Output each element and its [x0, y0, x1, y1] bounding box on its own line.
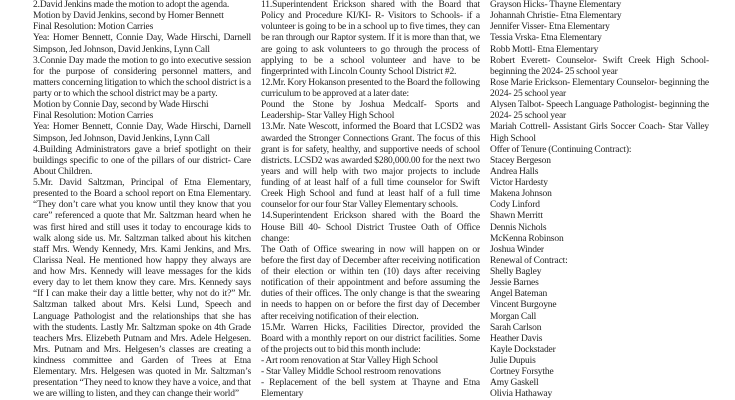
minutes-list-line: Tessia Vrska- Etna Elementary [490, 33, 602, 44]
minutes-paragraph: 3.Connie Day made the motion to go into executive session for the purpose of considering personnel matters, and matters concerning litigation to which the school district is a party or to which the school district may be a party. [33, 55, 251, 99]
text-column-3 [490, 0, 709, 400]
minutes-list-line: Dennis Nichols [490, 222, 547, 233]
minutes-list-line: Makena Johnson [490, 189, 552, 200]
minutes-paragraph: - Replacement of the bell system at Thayne and Etna Elementary [261, 378, 480, 400]
minutes-paragraph: 2.David Jenkins made the motion to adopt the agenda. [33, 0, 230, 10]
minutes-list-line: Mariah Cottrell- Assistant Girls Soccer Coach- Star Valley High School [490, 122, 709, 144]
minutes-list-line: Robb Mottl- Etna Elementary [490, 44, 599, 55]
minutes-list-line: Heather Davis [490, 333, 543, 344]
text-column-2 [261, 0, 480, 400]
minutes-list-line: Shawn Merritt [490, 211, 543, 222]
minutes-list-line: Vincent Burgoyne [490, 300, 557, 311]
minutes-paragraph: - Art room renovation at Star Valley High School [261, 356, 439, 366]
minutes-list-line: Renewal of Contract: [490, 255, 568, 266]
minutes-list-line: Rose Marie Erickson- Elementary Counselor- beginning the 2024- 25 school year [490, 77, 709, 99]
minutes-list-line: Cortney Forsythe [490, 367, 554, 378]
minutes-paragraph: 4.Building Administrators gave a brief spotlight on their buildings specific to one of the pillars of our district- Care About Children. [33, 144, 251, 177]
minutes-list-line: Victor Hardesty [490, 178, 548, 188]
minutes-list-line: Morgan Call [490, 311, 537, 322]
minutes-list-line: Shelly Bagley [490, 267, 542, 277]
minutes-paragraph: Yea: Homer Bennett, Connie Day, Wade Hirschi, Darnell Simpson, Jed Johnson, David Jenkins, Lynn Call [33, 122, 251, 144]
minutes-list-line: Cody Linford [490, 200, 540, 211]
minutes-list-line: Jennifer Visser- Etna Elementary [490, 22, 610, 33]
minutes-paragraph: 14.Superintendent Erickson shared with the Board the House Bill 40- School District Trustee Oath of Office change: [261, 211, 480, 244]
minutes-list-line: Kayle Dockstader [490, 344, 556, 355]
minutes-list-line: Johannah Christie- Etna Elementary [490, 11, 622, 22]
minutes-list-line: Amy Gaskell [490, 378, 539, 389]
minutes-list-line: Julie Dupuis [490, 356, 536, 366]
minutes-paragraph: 13.Mr. Nate Wescott, informed the Board that LCSD2 was awarded the Stronger Connections Grant. The focus of this grant is for safety, healthy, and supportive needs of school districts. LCSD2 was awarded $280,000.00 for the next two years and will help with two major projects to include funding of at least half of a full time counselor for Swift Creek High School and fund at least half of a full time counselor for our four Star Valley Elementary schools. [261, 122, 480, 211]
minutes-list-line: Stacey Bergeson [490, 155, 551, 166]
minutes-paragraph: 12.Mr. Kory Hokanson presented to the Board the following curriculum to be approved at a later date: [261, 77, 480, 99]
minutes-paragraph: 5.Mr. David Saltzman, Principal of Etna Elementary, presented to the Board a school report on Etna Elementary. “They don’t care what you know until they know that you care” referenced a quote that Mr. Saltzman heard when he was first hired and still uses it today to encourage kids to walk along side us. Mr. Saltzman talked about his kitchen staff Mrs. Wendy Kennedy, Mrs. Kami Jenkins, and Mrs. Clarissa Neal. He mentioned how happy they always are and how Mrs. Kennedy will leave messages for the kids every day to let them know they care. Mrs. Kennedy says “If I can make their day a little better, why not do it?” Mr. Saltzman talked about Mrs. Kelsi Lund, Speech and Language Pathologist and the relationships that she has with the students. Lastly Mr. Saltzman spoke on 4th Grade teachers Mrs. Elizebeth Putnam and Mrs. Adele Helgesen. Mrs. Putnam and Mrs. Helgesen’s classes are creating a kindness committee and Garden of Trees at Etna Elementary. Mrs. Helgesen was quoted in Mr. Saltzman’s presentation “They need to know they have a voice, and that we are willing to listen, and they can change their world” [33, 178, 251, 400]
minutes-list-line: Jessie Barnes [490, 278, 539, 289]
minutes-list-line: McKenna Robinson [490, 233, 564, 244]
minutes-list-line: Angel Bateman [490, 289, 548, 300]
minutes-list-line: Sarah Carlson [490, 322, 542, 333]
minutes-list-line: Offer of Tenure (Continuing Contract): [490, 144, 632, 155]
minutes-paragraph: Pound the Stone by Joshua Medcalf- Sports and Leadership- Star Valley High School [261, 100, 480, 122]
minutes-list-line: Joshua Winder [490, 244, 544, 255]
minutes-paragraph: Final Resolution: Motion Carries [33, 22, 154, 33]
text-column-1 [33, 0, 251, 400]
minutes-paragraph: Motion by David Jenkins, second by Homer Bennett [33, 11, 224, 22]
minutes-paragraph: - Star Valley Middle School restroom renovations [261, 367, 441, 378]
minutes-paragraph: Yea: Homer Bennett, Connie Day, Wade Hirschi, Darnell Simpson, Jed Johnson, David Jenkins, Lynn Call [33, 33, 251, 55]
minutes-paragraph: The Oath of Office swearing in now will happen on or before the first day of December after receiving notification of their election or within ten (10) days after receiving notification of their appointment and before assuming the duties of their offices. The only change is that the swearing in needs to happen on or before the first day of December after receiving notification of their election. [261, 244, 480, 322]
minutes-list-line: Andrea Halls [490, 166, 539, 177]
minutes-paragraph: Final Resolution: Motion Carries [33, 111, 154, 122]
minutes-paragraph: 11.Superintendent Erickson shared with the Board that Policy and Procedure KI/KI- R- Visitors to Schools- if a volunteer is going to be in a school up to five times, they can be ran through our Raptor system. If it is more than that, we are going to ask volunteers to go through the process of applying to be a school volunteer and have to be fingerprinted with Lincoln County School District #2. [261, 0, 480, 77]
minutes-list-line: Olivia Hathaway [490, 389, 553, 400]
minutes-list-line: Grayson Hicks- Thayne Elementary [490, 0, 622, 10]
minutes-paragraph: Motion by Connie Day, second by Wade Hirschi [33, 100, 209, 111]
minutes-list-line: Alysen Talbot- Speech Language Pathologist- beginning the 2024- 25 school year [490, 100, 709, 122]
minutes-paragraph: 15.Mr. Warren Hicks, Facilities Director, provided the Board with a monthly report on our district facilities. Some of the projects out to bid this month include: [261, 322, 480, 355]
minutes-list-line: Robert Everett- Counselor- Swift Creek High School- beginning the 2024- 25 school year [490, 55, 709, 77]
